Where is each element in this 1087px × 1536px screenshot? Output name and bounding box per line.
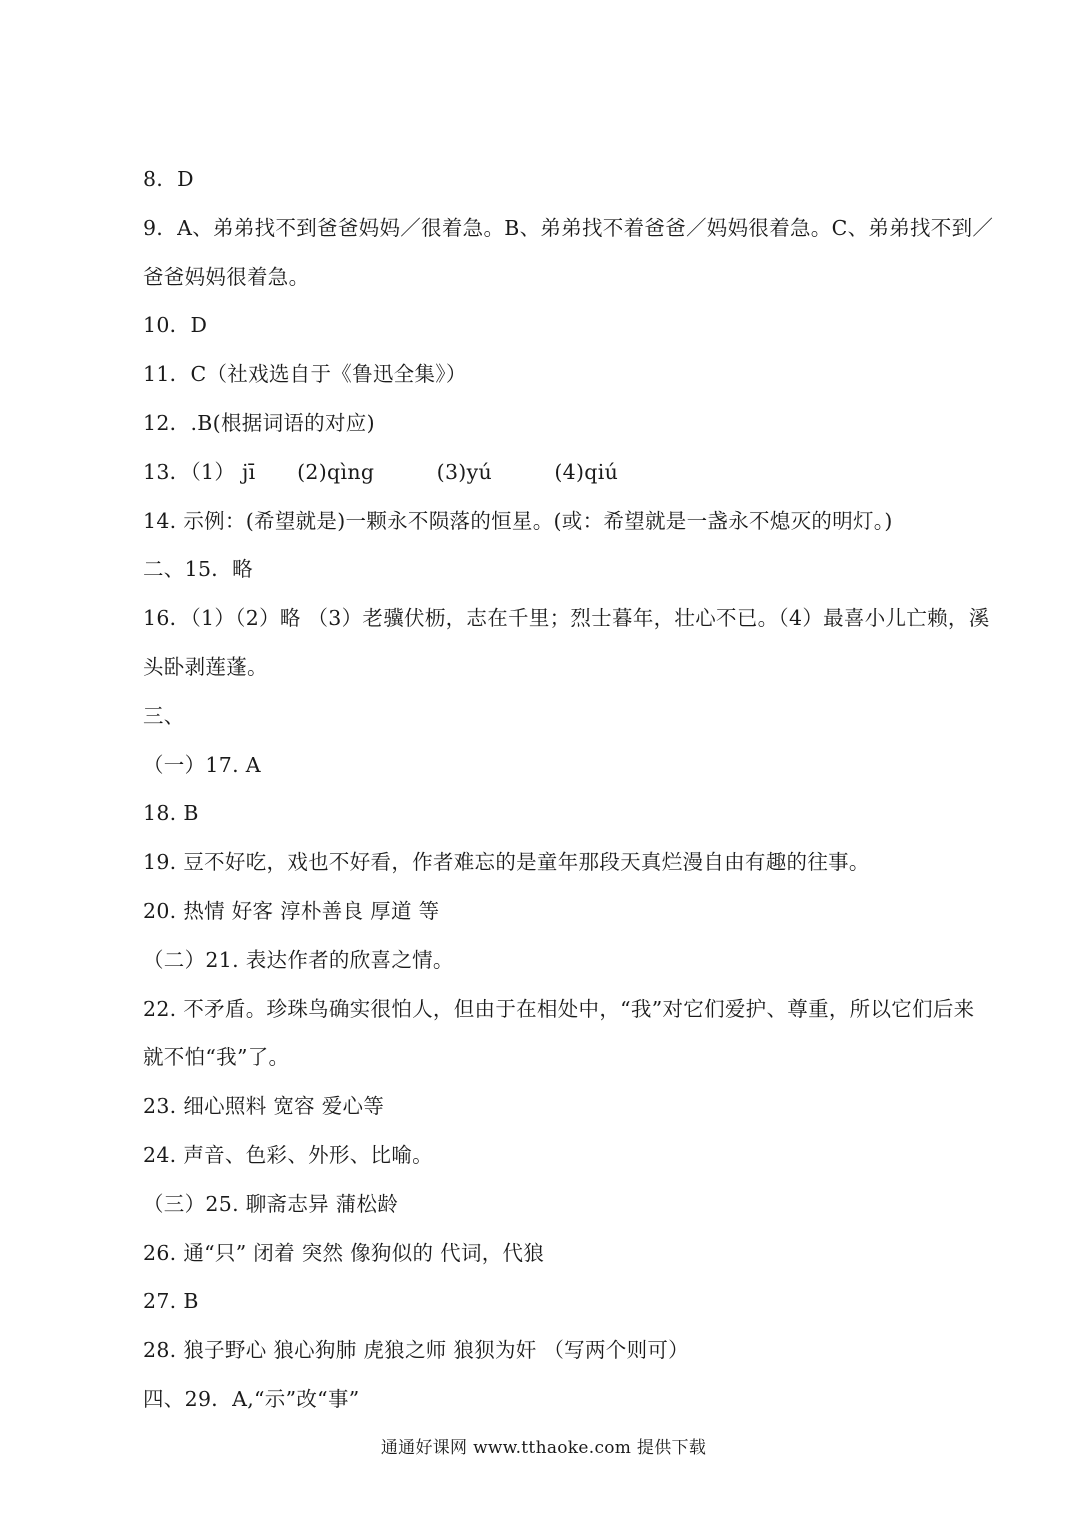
answer-line-8: 8．D <box>143 167 194 191</box>
answer-line-21: （二）21. 表达作者的欣喜之情。 <box>143 947 454 972</box>
answer-line-23: 23. 细心照料 宽容 爱心等 <box>143 1094 385 1119</box>
answer-line-22-cont: 就不怕“我”了。 <box>143 1045 290 1070</box>
answer-list <box>143 155 1018 1424</box>
answer-line-26: 26. 通“只” 闭着 突然 像狗似的 代词，代狼 <box>143 1240 545 1265</box>
answer-line-13: 13．（1） jī (2)qìng (3)yú (4)qiú <box>143 459 619 484</box>
answer-line-14: 14. 示例：(希望就是)一颗永不陨落的恒星。(或：希望就是一盏永不熄灭的明灯。) <box>143 508 893 533</box>
answer-line-11: 11．C（社戏选自于《鲁迅全集》） <box>143 362 467 387</box>
answer-line-10: 10．D <box>143 313 208 338</box>
answer-line-20: 20. 热情 好客 淳朴善良 厚道 等 <box>143 898 440 923</box>
answer-line-18: 18. B <box>143 801 199 826</box>
answer-line-22: 22. 不矛盾。珍珠鸟确实很怕人，但由于在相处中，“我”对它们爱护、尊重，所以它们后来 <box>143 996 975 1021</box>
answer-line-15: 二、15．略 <box>143 557 253 582</box>
answer-line-29: 四、29．A,“示”改“事” <box>143 1386 360 1411</box>
answer-line-24: 24. 声音、色彩、外形、比喻。 <box>143 1142 433 1167</box>
section-three-heading: 三、 <box>143 703 185 728</box>
page-footer: 通通好课网 www.tthaoke.com 提供下载 <box>380 1438 707 1458</box>
answer-line-16: 16．（1）（2）略 （3）老骥伏枥，志在千里；烈士暮年，壮心不已。（4）最喜小儿亡赖，溪 <box>143 606 990 631</box>
answer-line-16-cont: 头卧剥莲蓬。 <box>143 654 268 679</box>
answer-line-27: 27. B <box>143 1289 199 1314</box>
answer-line-25: （三）25. 聊斋志异 蒲松龄 <box>143 1191 399 1216</box>
answer-line-12: 12．.B(根据词语的对应) <box>143 410 375 435</box>
answer-line-17: （一）17. A <box>143 752 261 777</box>
answer-line-28: 28. 狼子野心 狼心狗肺 虎狼之师 狼狈为奸 （写两个则可） <box>143 1338 689 1363</box>
answer-line-19: 19. 豆不好吃，戏也不好看，作者难忘的是童年那段天真烂漫自由有趣的往事。 <box>143 850 870 875</box>
answer-line-9-cont: 爸爸妈妈很着急。 <box>143 264 310 289</box>
answer-line-9: 9．A、弟弟找不到爸爸妈妈／很着急。B、弟弟找不着爸爸／妈妈很着急。C、弟弟找不到／ <box>143 215 994 240</box>
